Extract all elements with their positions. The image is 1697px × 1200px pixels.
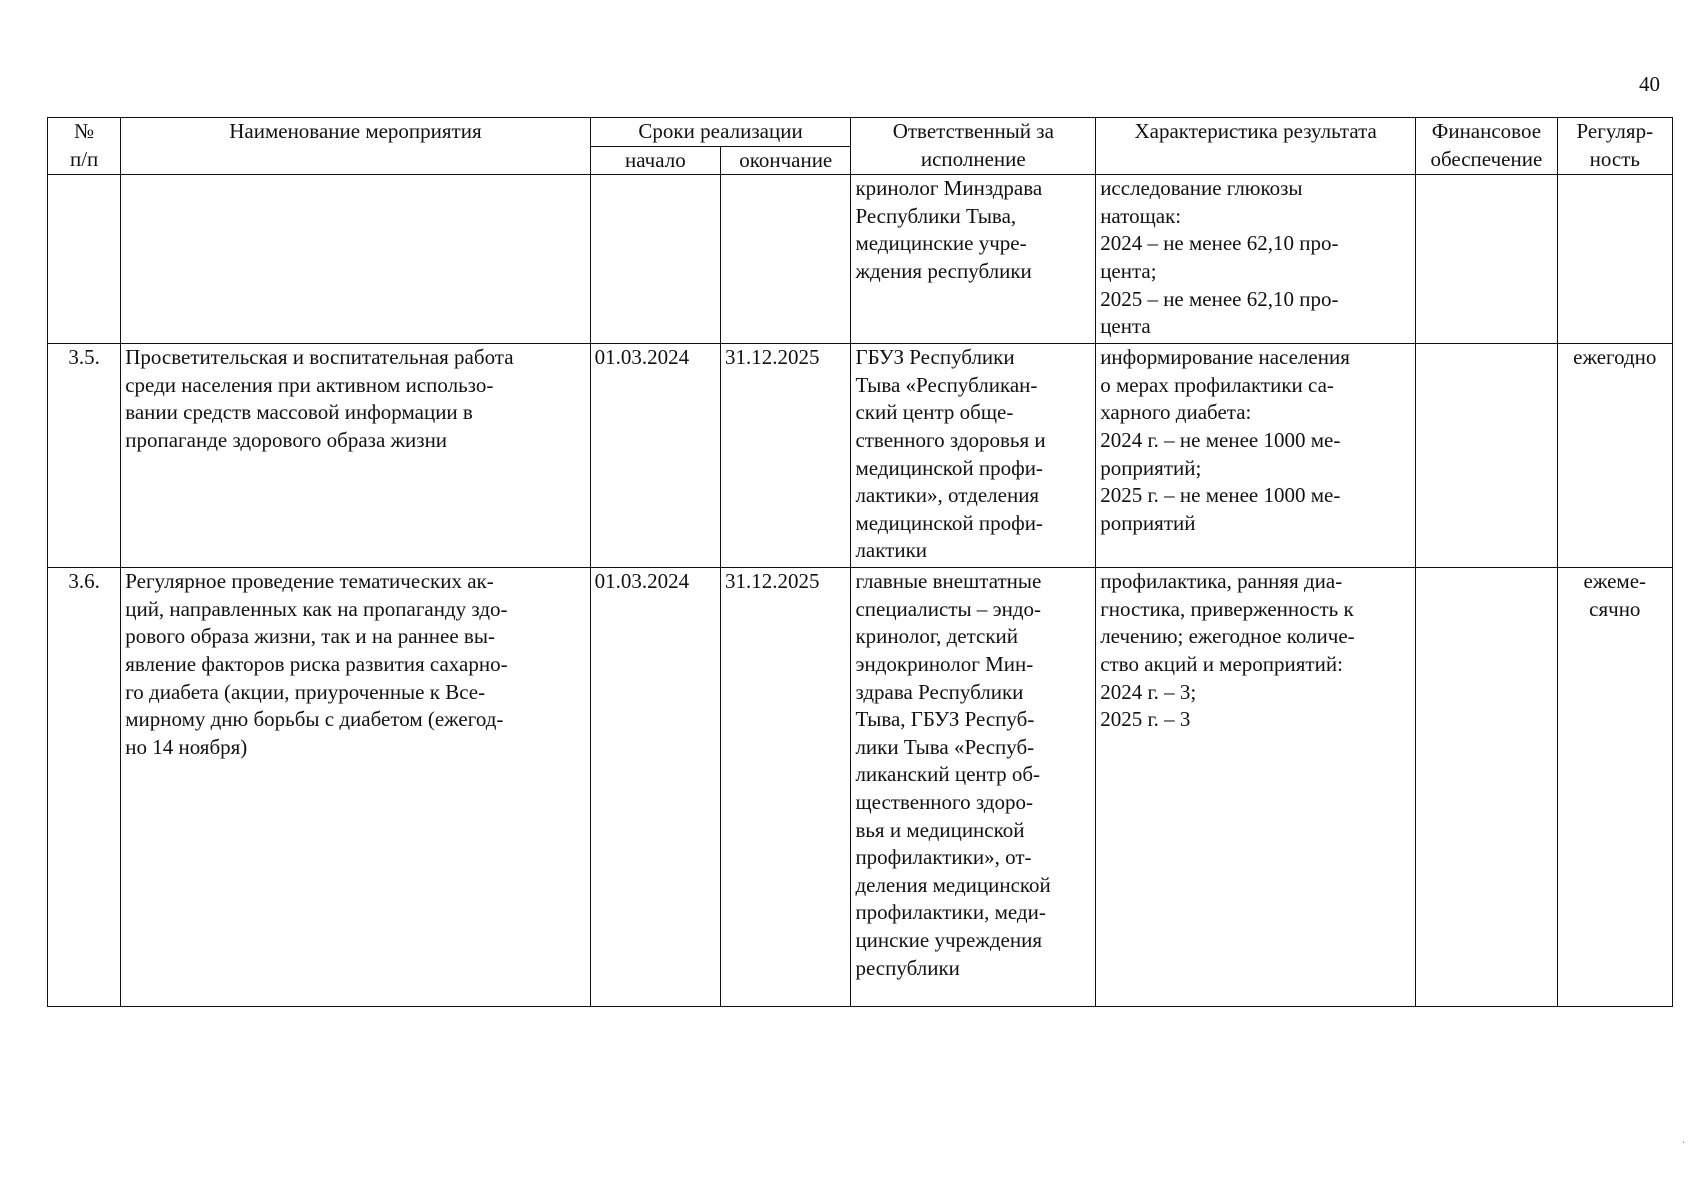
cell-result: исследование глюкозы натощак: 2024 – не менее 62,10 про- цента; 2025 – не менее 62,10 про- цента (1096, 175, 1416, 344)
cell-finance (1416, 568, 1557, 1007)
cell-regularity: ежеме- сячно (1557, 568, 1672, 1007)
scan-mark: . (1682, 1135, 1686, 1146)
table-body (48, 175, 1673, 1007)
header-responsible: Ответственный за исполнение (851, 118, 1096, 175)
header-timing: Сроки реализации (590, 118, 851, 147)
cell-num: 3.6. (48, 568, 121, 1007)
cell-regularity: ежегодно (1557, 344, 1672, 568)
table-row (48, 344, 1673, 568)
cell-responsible: ГБУЗ Республики Тыва «Республикан- ский центр обще- ственного здоровья и медицинской профи- лактики», отделения медицинской профи- лактики (851, 344, 1096, 568)
table-row (48, 175, 1673, 344)
cell-start: 01.03.2024 (590, 344, 720, 568)
cell-regularity (1557, 175, 1672, 344)
cell-finance (1416, 175, 1557, 344)
table-row (48, 568, 1673, 1007)
cell-start (590, 175, 720, 344)
cell-name: Просветительская и воспитательная работа среди населения при активном использо- вании средств массовой информации в пропаганде здорового образа жизни (121, 344, 590, 568)
cell-end: 31.12.2025 (721, 568, 851, 1007)
cell-num: 3.5. (48, 344, 121, 568)
cell-result: информирование населения о мерах профилактики са- харного диабета: 2024 г. – не менее 1000 ме- роприятий; 2025 г. – не менее 1000 ме- роприятий (1096, 344, 1416, 568)
table-header (48, 118, 1673, 175)
cell-name: Регулярное проведение тематических ак- ций, направленных как на пропаганду здо- рового образа жизни, так и на раннее вы- явление факторов риска развития сахарно- го диабета (акции, приуроченные к Все- мирному дню борьбы с диабетом (ежегод- но 14 ноября) (121, 568, 590, 1007)
header-regularity: Регуляр- ность (1557, 118, 1672, 175)
header-start: начало (590, 146, 720, 175)
cell-end (721, 175, 851, 344)
cell-responsible: главные внештатные специалисты – эндо- кринолог, детский эндокринолог Мин- здрава Республики Тыва, ГБУЗ Респуб- лики Тыва «Респуб- ликанский центр об- щественного здоро- вья и медицинской профилактики», от- деления медицинской профилактики, меди- цинские учреждения республики (851, 568, 1096, 1007)
header-num: № п/п (48, 118, 121, 175)
header-end: окончание (721, 146, 851, 175)
header-name: Наименование мероприятия (121, 118, 590, 175)
cell-finance (1416, 344, 1557, 568)
cell-responsible: кринолог Минздрава Республики Тыва, медицинские учре- ждения республики (851, 175, 1096, 344)
page-number: 40 (1639, 72, 1660, 96)
activities-table (47, 117, 1673, 1007)
cell-num (48, 175, 121, 344)
cell-result: профилактика, ранняя диа- гностика, приверженность к лечению; ежегодное количе- ство акций и мероприятий: 2024 г. – 3; 2025 г. – 3 (1096, 568, 1416, 1007)
cell-start: 01.03.2024 (590, 568, 720, 1007)
cell-end: 31.12.2025 (721, 344, 851, 568)
header-finance: Финансовое обеспечение (1416, 118, 1557, 175)
cell-name (121, 175, 590, 344)
header-result: Характеристика результата (1096, 118, 1416, 175)
